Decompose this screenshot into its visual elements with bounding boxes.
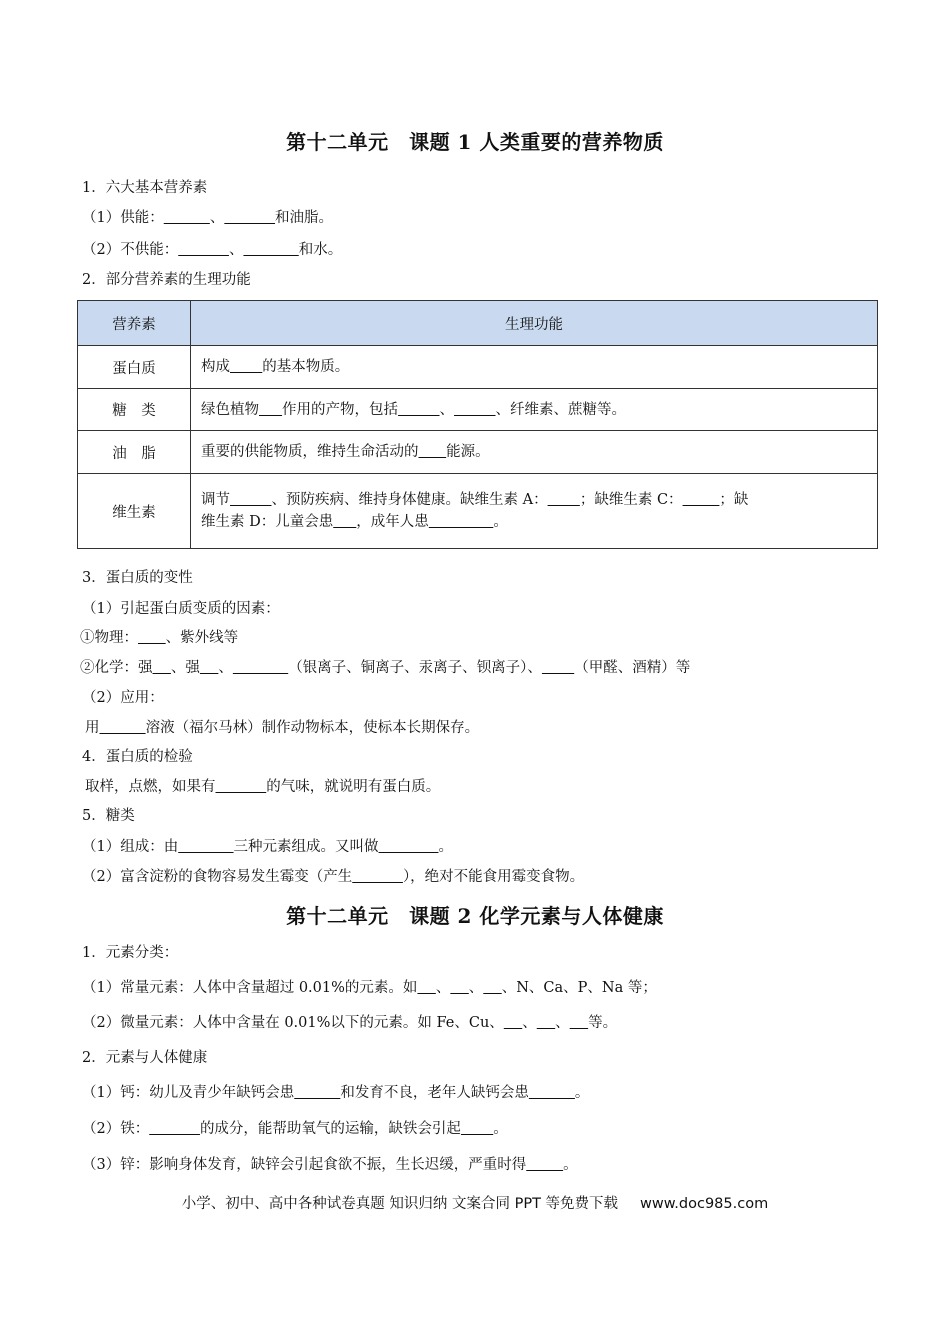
s3-application: 用 溶液（福尔马林）制作动物标本，使标本长期保存。 [85, 720, 480, 736]
s3-heading: 3．蛋白质的变性 [82, 570, 193, 586]
s1-heading: 1．六大基本营养素 [82, 180, 208, 196]
s3-physical: ①物理： 、紫外线等 [80, 630, 239, 646]
s5-heading: 5．糖类 [82, 808, 135, 824]
u2-s1-line1: （1）常量元素：人体中含量超过 0.01%的元素。如 、 、 、N、Ca、P、Na 等； [82, 980, 657, 996]
unit1-title: 第十二单元 课题 1 人类重要的营养物质 [286, 130, 664, 154]
footer [0, 1192, 950, 1213]
nutrient-table [77, 300, 878, 549]
footer-site-link[interactable]: www.doc985.com [640, 1196, 769, 1212]
u2-s2-heading: 2．元素与人体健康 [82, 1050, 208, 1066]
s2-heading: 2．部分营养素的生理功能 [82, 272, 251, 288]
unit2-title: 第十二单元 课题 2 化学元素与人体健康 [286, 904, 664, 928]
s1-line2: （2）不供能： 、 和水。 [82, 242, 343, 258]
u2-s1-line2: （2）微量元素：人体中含量在 0.01%以下的元素。如 Fe、Cu、 、 、 等。 [82, 1015, 618, 1031]
table-row: 糖 类 绿色植物 作用的产物，包括 、 、纤维素、蔗糖等。 [78, 389, 878, 431]
table-row: 油 脂 重要的供能物质，维持生命活动的 能源。 [78, 431, 878, 474]
u2-calcium: （1）钙：幼儿及青少年缺钙会患 和发育不良，老年人缺钙会患 。 [82, 1085, 590, 1101]
s3-line1: （1）引起蛋白质变质的因素： [82, 601, 280, 617]
table-header-row [78, 301, 878, 346]
s5-line2: （2）富含淀粉的食物容易发生霉变（产生 ），绝对不能食用霉变食物。 [82, 869, 585, 885]
footer-text: 小学、初中、高中各种试卷真题 知识归纳 文案合同 PPT 等免费下载 [181, 1196, 619, 1212]
s1-line1: （1）供能： 、 和油脂。 [82, 210, 334, 226]
u2-iron: （2）铁： 的成分，能帮助氧气的运输，缺铁会引起 。 [82, 1121, 508, 1137]
s5-line1: （1）组成：由 三种元素组成。又叫做 。 [82, 839, 453, 855]
table-row: 维生素 调节 、预防疾病、维持身体健康。缺维生素 A： ；缺维生素 C： ；缺 维生素 D：儿童会患 ，成年人患 。 [78, 474, 878, 549]
header-function: 生理功能 [191, 301, 878, 346]
u2-s1-heading: 1．元素分类： [82, 945, 179, 961]
s4-line: 取样，点燃，如果有 的气味，就说明有蛋白质。 [85, 779, 441, 795]
table-row: 蛋白质 构成 的基本物质。 [78, 346, 878, 389]
s3-application-heading: （2）应用： [82, 690, 164, 706]
u2-zinc: （3）锌：影响身体发育，缺锌会引起食欲不振，生长迟缓，严重时得 。 [82, 1157, 578, 1173]
s3-chemical: ②化学：强 、强 、 （银离子、铜离子、汞离子、钡离子）、 （甲醛、酒精）等 [80, 660, 691, 676]
header-nutrient: 营养素 [78, 301, 191, 346]
s4-heading: 4．蛋白质的检验 [82, 749, 193, 765]
